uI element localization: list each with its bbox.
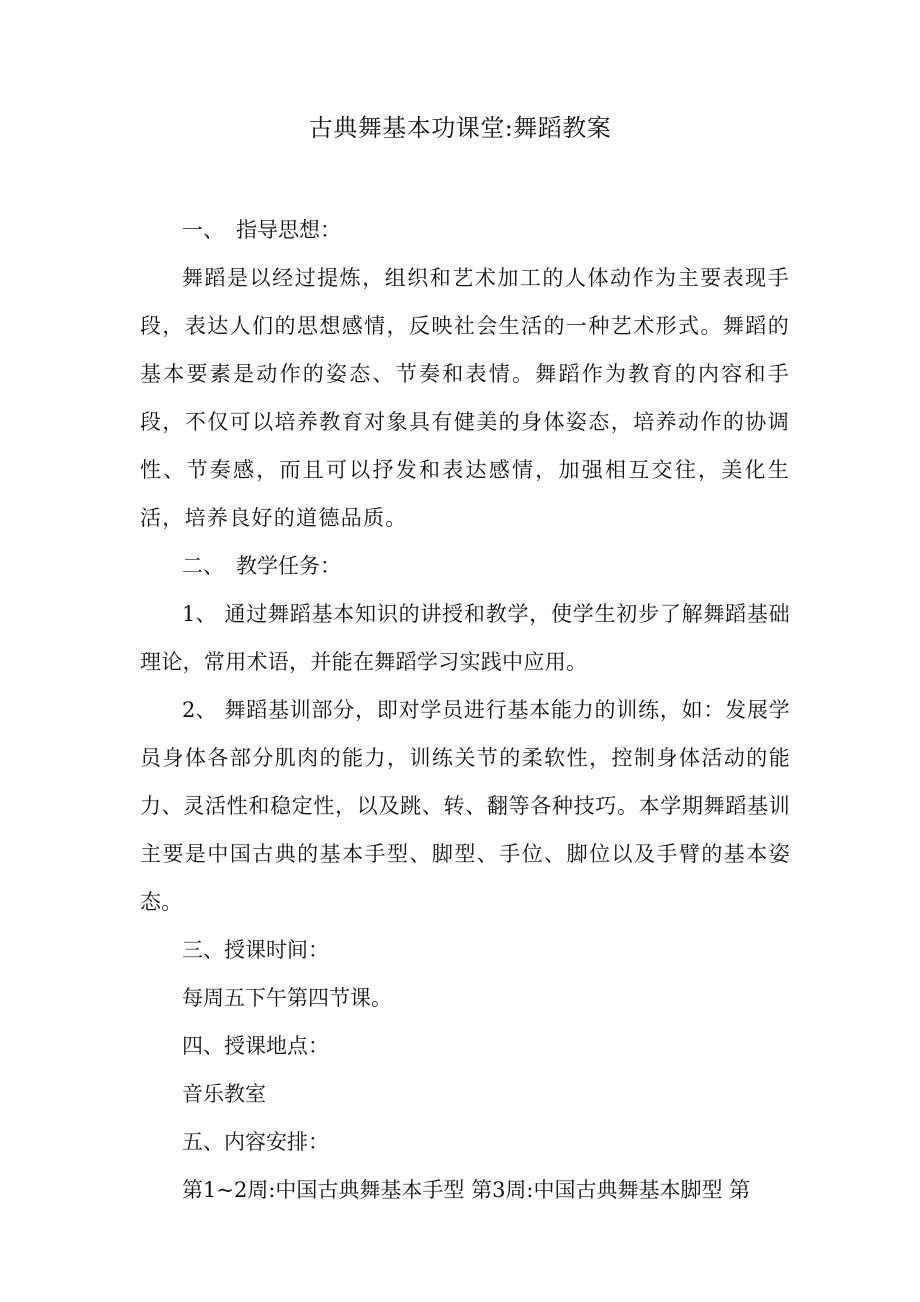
content-schedule-line: 第1~2周:中国古典舞基本手型 第3周:中国古典舞基本脚型 第 (182, 1178, 751, 1202)
class-time-content: 每周五下午第四节课。 (182, 986, 392, 1010)
task-item-number: 2、 (182, 698, 217, 722)
section-heading-text: 指导思想： (236, 218, 341, 242)
paragraph-guiding-ideology: 舞蹈是以经过提炼，组织和艺术加工的人体动作为主要表现手段，表达人们的思想感情，反映社会生活的一种艺术形式。舞蹈的基本要素是动作的姿态、节奏和表情。舞蹈作为教育的内容和手段，不仅可以培养教育对象具有健美的身体姿态，培养动作的协调性、节奏感，而且可以抒发和表达感情，加强相互交往，美化生活，培养良好的道德品质。 (140, 266, 790, 530)
task-item-1 (140, 590, 790, 686)
section-heading-guiding-ideology (140, 206, 790, 254)
section-number: 二、 (182, 554, 224, 578)
section-heading-class-location: 四、授课地点： (182, 1034, 329, 1058)
task-item-text: 通过舞蹈基本知识的讲授和教学，使学生初步了解舞蹈基础理论，常用术语，并能在舞蹈学习实践中应用。 (140, 602, 790, 674)
section-heading-text: 教学任务： (236, 554, 341, 578)
task-item-2 (140, 686, 790, 926)
document-body (140, 206, 790, 1214)
task-item-text: 舞蹈基训部分，即对学员进行基本能力的训练，如：发展学员身体各部分肌肉的能力，训练关节的柔软性，控制身体活动的能力、灵活性和稳定性，以及跳、转、翻等各种技巧。本学期舞蹈基训主要是中国古典的基本手型、脚型、手位、脚位以及手臂的基本姿态。 (140, 698, 790, 914)
document-title: 古典舞基本功课堂:舞蹈教案 (308, 114, 612, 142)
section-heading-teaching-tasks (140, 542, 790, 590)
section-heading-class-time: 三、授课时间： (182, 938, 329, 962)
section-heading-content-schedule: 五、内容安排： (182, 1130, 329, 1154)
section-number: 一、 (182, 218, 224, 242)
class-location-content: 音乐教室 (182, 1082, 266, 1106)
task-item-number: 1、 (182, 602, 217, 626)
